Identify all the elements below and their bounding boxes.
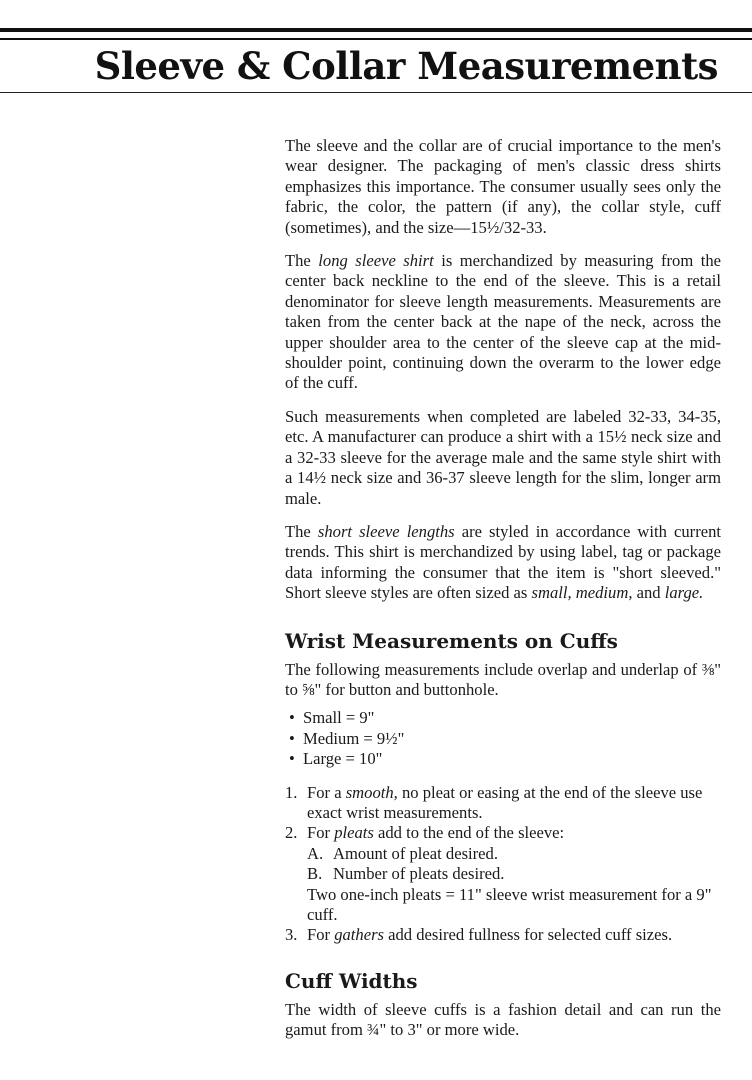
- list-item: • Medium = 9½": [289, 729, 721, 749]
- top-rule-thick: [0, 28, 752, 32]
- list-item: • Small = 9": [289, 708, 721, 728]
- top-rule-thin: [0, 38, 752, 40]
- page-title: Sleeve & Collar Measurements: [94, 44, 718, 88]
- size-large: large.: [664, 583, 704, 603]
- labels-paragraph: Such measurements when completed are labeled 32-33, 34-35, etc. A manufacturer can produce a shirt with a 15½ neck size and a 32-33 sleeve for the average male and the same style shirt with a 14½ neck size and 36-37 sleeve length for the slim, longer arm male.: [285, 406, 721, 508]
- substep-b: B. Number of pleats desired.: [307, 864, 505, 884]
- step-gathers: 3. For gathers add desired fullness for selected cuff sizes.: [285, 925, 673, 945]
- step-smooth: 1. For a smooth, no pleat or easing at the end of the sleeve use exact wrist measurements.: [285, 782, 703, 822]
- long-sleeve-paragraph: The long sleeve shirt is merchandized by measuring from the center back neckline to the end of the sleeve. This is a retail denominator for sleeve length measurements. Measurements are taken from the center back at the nape of the neck, across the upper shoulder area to the center of the sleeve cap at the mid-shoulder point, continuing down the overarm to the lower edge of the cuff.: [285, 251, 722, 393]
- short-sleeve-term: short sleeve lengths: [317, 521, 455, 541]
- long-sleeve-term: long sleeve shirt: [318, 251, 434, 271]
- list-item: • Large = 10": [289, 749, 721, 769]
- intro-paragraph: The sleeve and the collar are of crucial importance to the men's wear designer. The packaging of men's classic dress shirts emphasizes this importance. The consumer usually sees only the fabric, the color, the pattern (if any), the collar style, cuff (sometimes), and the size—15½/32-33.: [285, 136, 721, 237]
- substep-a: A. Amount of pleat desired.: [307, 843, 498, 863]
- step-pleats: 2. For pleats add to the end of the sleeve: A. Amount of pleat desired. B. Number of pleats desired. Two one-inch pleats = 11" sleeve wrist measurement for a 9" cuff.: [285, 823, 721, 925]
- pleat-example: Two one-inch pleats = 11" sleeve wrist measurement for a 9" cuff.: [307, 884, 712, 924]
- cuff-widths-heading: Cuff Widths: [285, 968, 418, 993]
- wrist-heading: Wrist Measurements on Cuffs: [285, 628, 618, 653]
- size-small-medium: small, medium,: [531, 583, 633, 603]
- cuff-size-list: [285, 708, 721, 769]
- pleat-substeps: [307, 844, 721, 885]
- short-sleeve-paragraph: The short sleeve lengths are styled in accordance with current trends. This shirt is merchandized by using label, tag or package data informing the consumer that the item is "short sleeved." Short sleeve styles are often sized as small, medium, and large.: [285, 521, 721, 603]
- wrist-intro: The following measurements include overlap and underlap of ⅜" to ⅝" for button and buttonhole.: [285, 659, 721, 699]
- article-body: [285, 136, 721, 1054]
- title-underline: [0, 92, 752, 93]
- cuff-widths-paragraph: The width of sleeve cuffs is a fashion detail and can run the gamut from ¾" to 3" or more wide.: [285, 999, 721, 1040]
- cuff-steps: [285, 783, 721, 946]
